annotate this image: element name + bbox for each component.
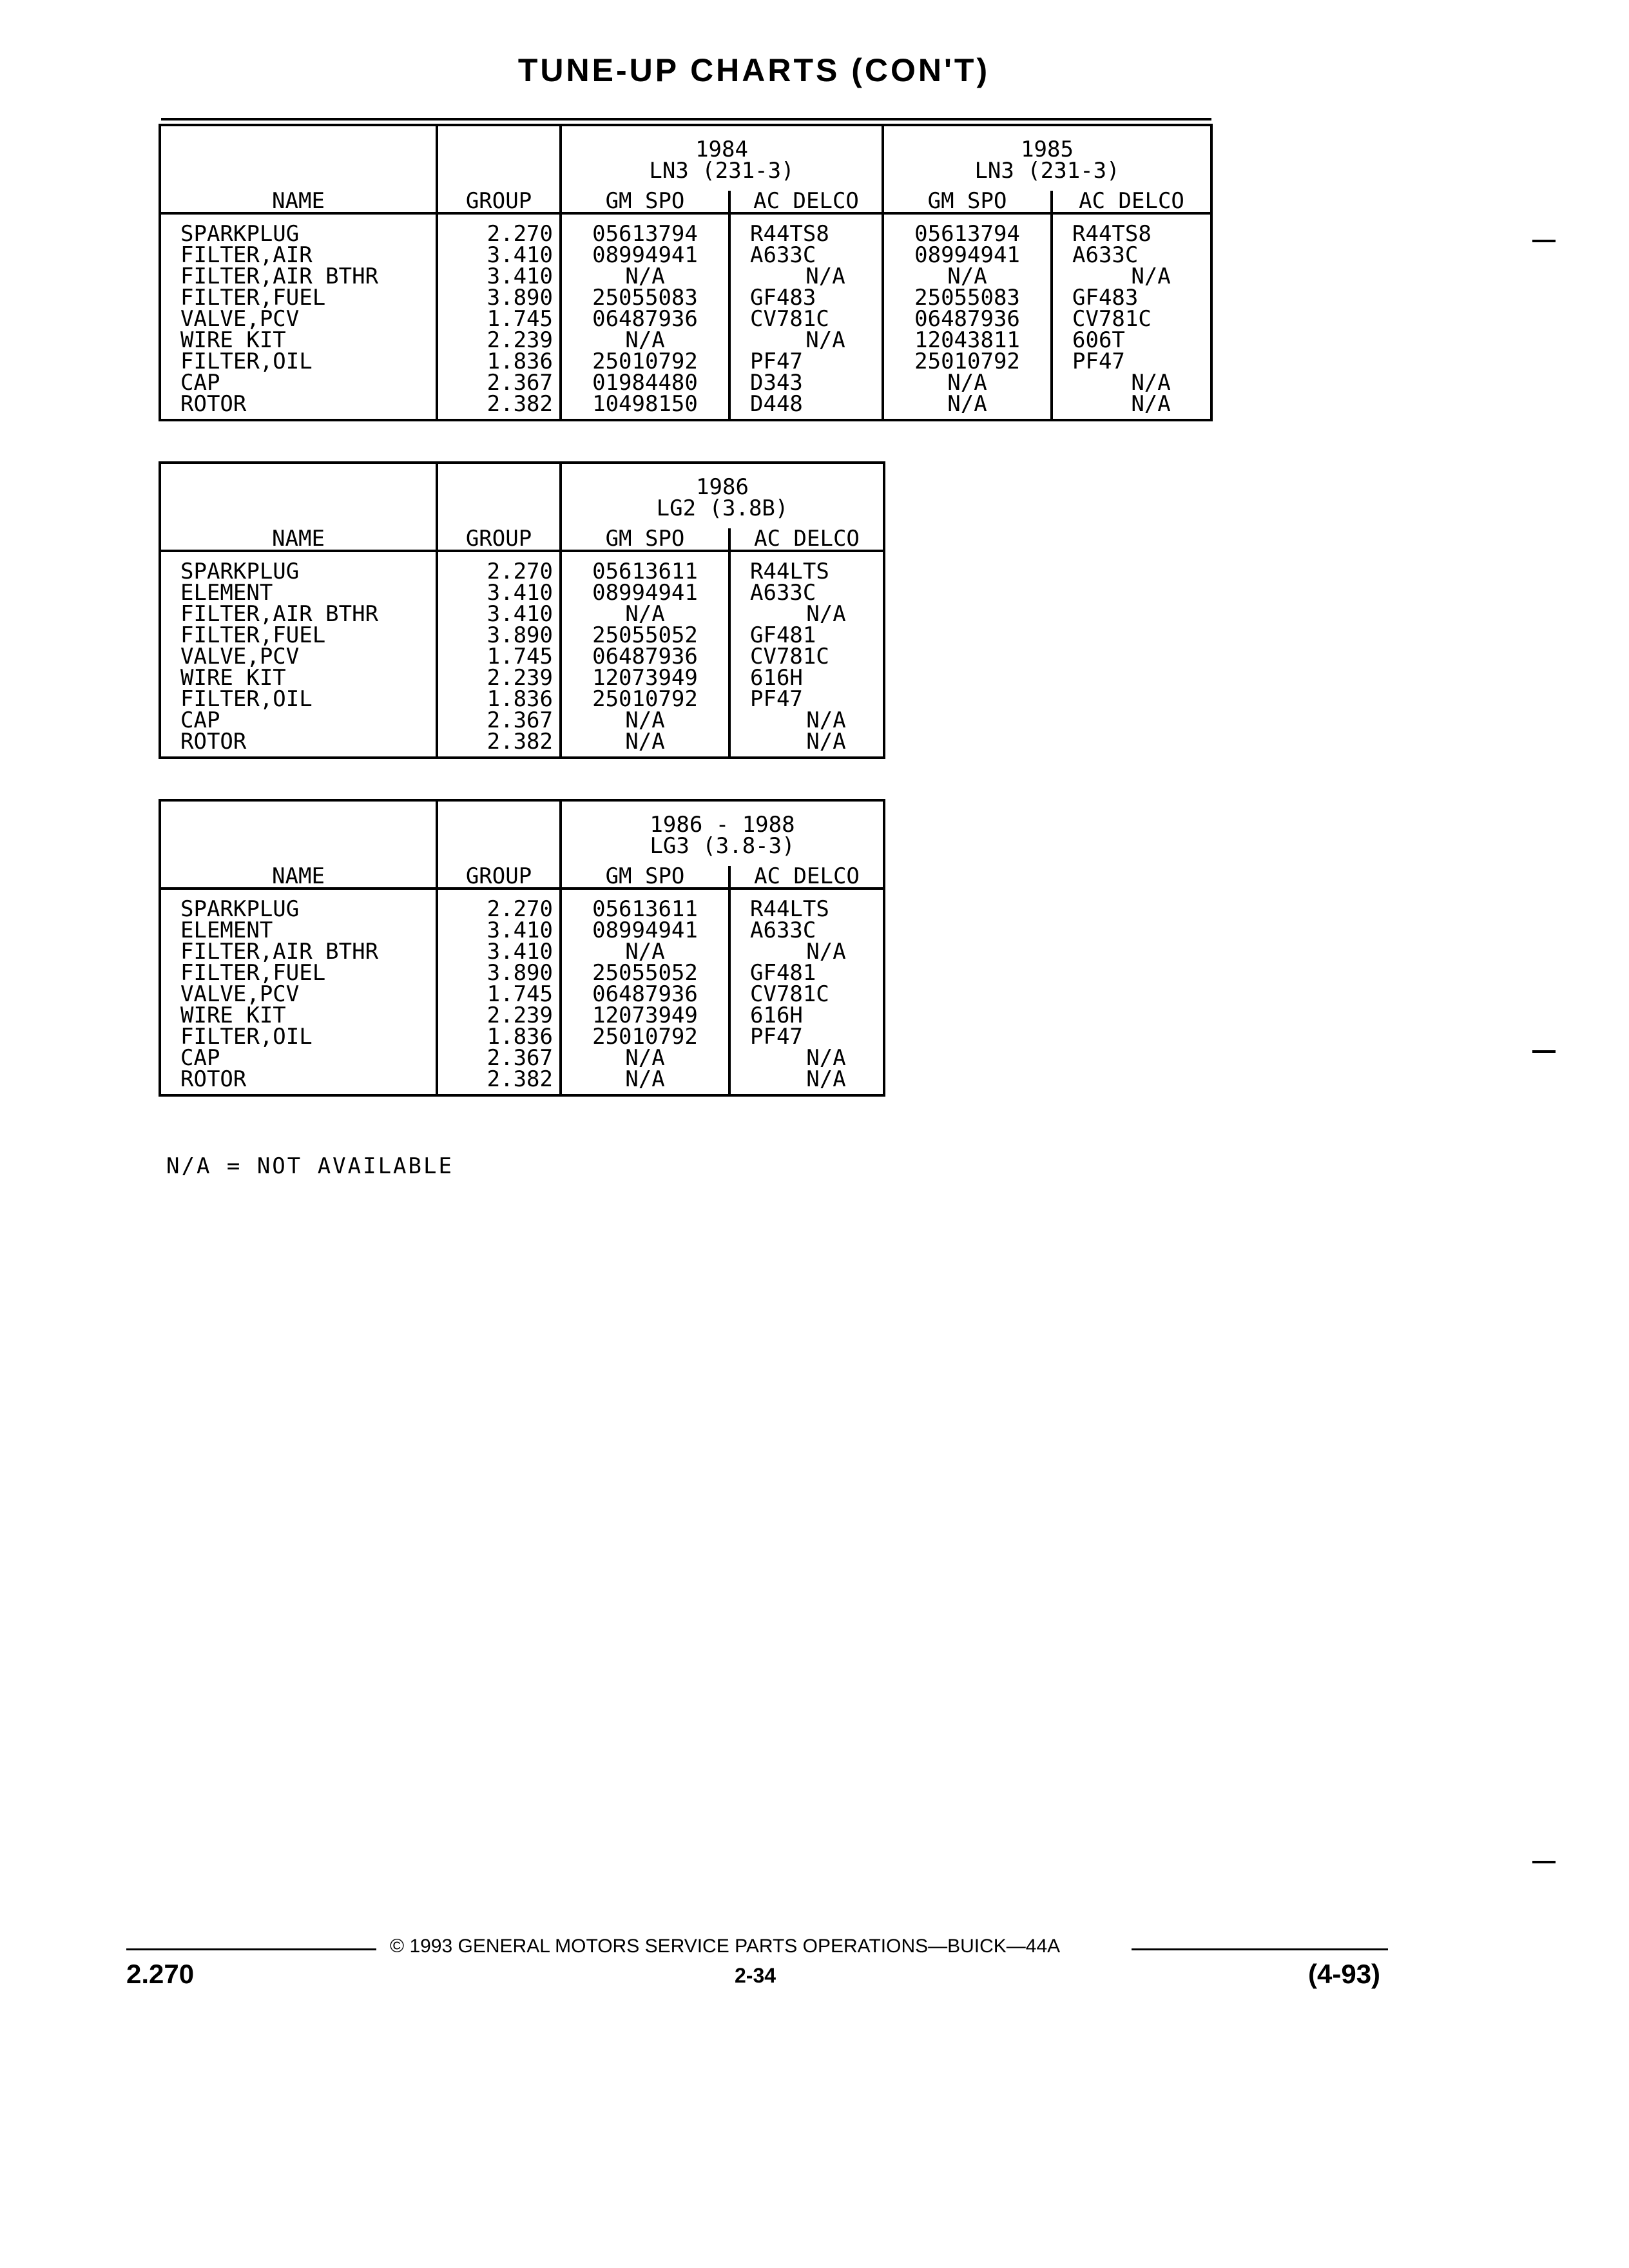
part-name: SPARKPLUG [160, 551, 437, 582]
engine-code: LN3 (231-3) [649, 158, 795, 184]
table-row [160, 551, 884, 582]
part-name: FILTER,AIR BTHR [160, 266, 437, 287]
group-header-cell [437, 800, 561, 866]
part-name: VALVE,PCV [160, 984, 437, 1005]
title-rule [161, 118, 1211, 120]
page-title: TUNE-UP CHARTS (CON'T) [517, 52, 990, 88]
tune-up-chart-lg2 [159, 461, 885, 759]
chart-body [160, 551, 884, 758]
table-row [160, 213, 1211, 245]
part-name: FILTER,OIL [160, 1026, 437, 1048]
part-name: SPARKPLUG [160, 889, 437, 920]
part-name: SPARKPLUG [160, 213, 437, 245]
group-number: 2.367 [437, 372, 561, 394]
gm-spo-number: N/A [561, 941, 729, 963]
gm-spo-number: 25055052 [561, 625, 729, 646]
ac-delco-number: A633C [1052, 245, 1211, 266]
part-name: ROTOR [160, 1069, 437, 1095]
part-name: FILTER,OIL [160, 689, 437, 710]
ac-delco-number: PF47 [1052, 351, 1211, 372]
group-number: 1.836 [437, 689, 561, 710]
group-number: 2.239 [437, 330, 561, 351]
engine-header-1986-1988 [561, 800, 884, 866]
group-number: 2.382 [437, 731, 561, 758]
column-header-name: NAME [160, 528, 437, 551]
page-number: 2-34 [735, 1964, 776, 1987]
ac-delco-number: A633C [729, 245, 883, 266]
group-number: 2.367 [437, 710, 561, 731]
ac-delco-number: 616H [729, 668, 884, 689]
table-row [160, 309, 1211, 330]
group-number: 3.410 [437, 245, 561, 266]
gm-spo-number: 05613794 [883, 213, 1052, 245]
ac-delco-number: GF483 [1052, 287, 1211, 309]
ac-delco-number: GF483 [729, 287, 883, 309]
group-number: 3.890 [437, 963, 561, 984]
group-number: 3.410 [437, 266, 561, 287]
part-name: ELEMENT [160, 920, 437, 941]
group-number: 3.890 [437, 287, 561, 309]
table-row [160, 394, 1211, 420]
ac-delco-number: N/A [729, 1069, 884, 1095]
ac-delco-number: PF47 [729, 689, 884, 710]
gm-spo-number: 06487936 [883, 309, 1052, 330]
engine-code: LG2 (3.8B) [656, 495, 789, 521]
group-number: 2.270 [126, 1959, 195, 1989]
group-number: 1.745 [437, 646, 561, 668]
gm-spo-number: 06487936 [561, 646, 729, 668]
engine-year: 1985 [1021, 137, 1074, 162]
chart-table [159, 461, 885, 759]
part-name: FILTER,FUEL [160, 963, 437, 984]
gm-spo-number: 25010792 [561, 1026, 729, 1048]
ac-delco-number: N/A [729, 266, 883, 287]
ac-delco-number: 616H [729, 1005, 884, 1026]
gm-spo-number: 08994941 [883, 245, 1052, 266]
gm-spo-number: 05613611 [561, 551, 729, 582]
group-number: 3.890 [437, 625, 561, 646]
part-name: WIRE KIT [160, 330, 437, 351]
margin-tick [1532, 1050, 1556, 1053]
gm-spo-number: 25055052 [561, 963, 729, 984]
chart-table [159, 124, 1213, 421]
group-header-cell [437, 125, 561, 191]
table-row [160, 1069, 884, 1095]
column-header-ac-delco: AC DELCO [729, 528, 884, 551]
ac-delco-number: CV781C [729, 646, 884, 668]
column-header-ac-delco: AC DELCO [729, 866, 884, 889]
gm-spo-number: 25010792 [561, 351, 729, 372]
column-header-group: GROUP [437, 866, 561, 889]
gm-spo-number: N/A [561, 330, 729, 351]
gm-spo-number: 10498150 [561, 394, 729, 420]
group-number: 2.270 [437, 551, 561, 582]
gm-spo-number: 12073949 [561, 1005, 729, 1026]
engine-header-1984 [561, 125, 883, 191]
ac-delco-number: N/A [1052, 372, 1211, 394]
gm-spo-number: N/A [561, 710, 729, 731]
gm-spo-number: 05613794 [561, 213, 729, 245]
column-header-group: GROUP [437, 528, 561, 551]
ac-delco-number: D448 [729, 394, 883, 420]
gm-spo-number: 06487936 [561, 984, 729, 1005]
group-number: 2.270 [437, 889, 561, 920]
revision-date: (4-93) [1308, 1959, 1381, 1989]
chart-body [160, 889, 884, 1095]
gm-spo-number: 25055083 [883, 287, 1052, 309]
gm-spo-number: N/A [561, 731, 729, 758]
ac-delco-number: N/A [729, 710, 884, 731]
part-name: FILTER,FUEL [160, 287, 437, 309]
name-header-cell [160, 800, 437, 866]
copyright: © 1993 GENERAL MOTORS SERVICE PARTS OPERATIONS—BUICK—44A [390, 1936, 1061, 1957]
ac-delco-number: R44LTS [729, 551, 884, 582]
gm-spo-number: 12043811 [883, 330, 1052, 351]
engine-year: 1984 [695, 137, 748, 162]
ac-delco-number: CV781C [729, 309, 883, 330]
gm-spo-number: N/A [883, 266, 1052, 287]
group-number: 1.745 [437, 309, 561, 330]
part-name: FILTER,AIR BTHR [160, 604, 437, 625]
engine-header-1986 [561, 463, 884, 528]
engine-code: LN3 (231-3) [974, 158, 1120, 184]
group-number: 2.239 [437, 1005, 561, 1026]
table-row [160, 731, 884, 758]
gm-spo-number: N/A [883, 394, 1052, 420]
column-header-gm-spo: GM SPO [561, 191, 729, 213]
group-number: 2.382 [437, 394, 561, 420]
part-name: FILTER,AIR BTHR [160, 941, 437, 963]
margin-tick [1532, 240, 1556, 242]
group-number: 1.836 [437, 351, 561, 372]
name-header-cell [160, 463, 437, 528]
group-number: 3.410 [437, 920, 561, 941]
name-header-cell [160, 125, 437, 191]
gm-spo-number: 25010792 [561, 689, 729, 710]
part-name: CAP [160, 372, 437, 394]
gm-spo-number: N/A [883, 372, 1052, 394]
part-name: VALVE,PCV [160, 309, 437, 330]
ac-delco-number: N/A [729, 330, 883, 351]
part-name: ROTOR [160, 394, 437, 420]
ac-delco-number: GF481 [729, 963, 884, 984]
column-header-name: NAME [160, 191, 437, 213]
margin-tick [1532, 1861, 1556, 1863]
group-header-cell [437, 463, 561, 528]
ac-delco-number: N/A [729, 604, 884, 625]
chart-table [159, 799, 885, 1097]
part-name: WIRE KIT [160, 668, 437, 689]
part-name: CAP [160, 710, 437, 731]
column-header-ac-delco: AC DELCO [729, 191, 883, 213]
tune-up-chart-ln3 [159, 124, 1213, 421]
gm-spo-number: 06487936 [561, 309, 729, 330]
group-number: 2.367 [437, 1048, 561, 1069]
part-name: FILTER,OIL [160, 351, 437, 372]
ac-delco-number: N/A [729, 941, 884, 963]
part-name: VALVE,PCV [160, 646, 437, 668]
ac-delco-number: CV781C [729, 984, 884, 1005]
gm-spo-number: N/A [561, 604, 729, 625]
gm-spo-number: N/A [561, 1048, 729, 1069]
ac-delco-number: PF47 [729, 1026, 884, 1048]
column-header-ac-delco: AC DELCO [1052, 191, 1211, 213]
part-name: FILTER,AIR [160, 245, 437, 266]
ac-delco-number: N/A [1052, 266, 1211, 287]
part-name: FILTER,FUEL [160, 625, 437, 646]
table-row [160, 889, 884, 920]
column-header-gm-spo: GM SPO [561, 528, 729, 551]
group-number: 3.410 [437, 941, 561, 963]
footer-rule-right [1132, 1948, 1388, 1950]
gm-spo-number: 08994941 [561, 582, 729, 604]
part-name: ROTOR [160, 731, 437, 758]
footer-rule-left [126, 1948, 376, 1950]
gm-spo-number: 25055083 [561, 287, 729, 309]
engine-header-1985 [883, 125, 1211, 191]
part-name: ELEMENT [160, 582, 437, 604]
engine-year: 1986 [696, 474, 749, 500]
ac-delco-number: A633C [729, 582, 884, 604]
gm-spo-number: 08994941 [561, 920, 729, 941]
group-number: 1.745 [437, 984, 561, 1005]
column-header-gm-spo: GM SPO [883, 191, 1052, 213]
gm-spo-number: 08994941 [561, 245, 729, 266]
engine-year: 1986 - 1988 [650, 812, 795, 838]
engine-code: LG3 (3.8-3) [650, 833, 795, 859]
ac-delco-number: R44TS8 [1052, 213, 1211, 245]
ac-delco-number: N/A [729, 1048, 884, 1069]
ac-delco-number: 606T [1052, 330, 1211, 351]
group-number: 2.382 [437, 1069, 561, 1095]
ac-delco-number: CV781C [1052, 309, 1211, 330]
group-number: 3.410 [437, 604, 561, 625]
group-number: 2.239 [437, 668, 561, 689]
ac-delco-number: GF481 [729, 625, 884, 646]
group-number: 2.270 [437, 213, 561, 245]
ac-delco-number: PF47 [729, 351, 883, 372]
column-header-name: NAME [160, 866, 437, 889]
gm-spo-number: 05613611 [561, 889, 729, 920]
ac-delco-number: N/A [1052, 394, 1211, 420]
gm-spo-number: 12073949 [561, 668, 729, 689]
footnote: N/A = NOT AVAILABLE [166, 1153, 454, 1179]
ac-delco-number: R44TS8 [729, 213, 883, 245]
ac-delco-number: R44LTS [729, 889, 884, 920]
tune-up-chart-lg3 [159, 799, 885, 1097]
group-number: 1.836 [437, 1026, 561, 1048]
column-header-gm-spo: GM SPO [561, 866, 729, 889]
chart-body [160, 213, 1211, 420]
part-name: WIRE KIT [160, 1005, 437, 1026]
gm-spo-number: N/A [561, 266, 729, 287]
ac-delco-number: D343 [729, 372, 883, 394]
column-header-group: GROUP [437, 191, 561, 213]
ac-delco-number: A633C [729, 920, 884, 941]
gm-spo-number: 01984480 [561, 372, 729, 394]
part-name: CAP [160, 1048, 437, 1069]
gm-spo-number: 25010792 [883, 351, 1052, 372]
gm-spo-number: N/A [561, 1069, 729, 1095]
ac-delco-number: N/A [729, 731, 884, 758]
group-number: 3.410 [437, 582, 561, 604]
